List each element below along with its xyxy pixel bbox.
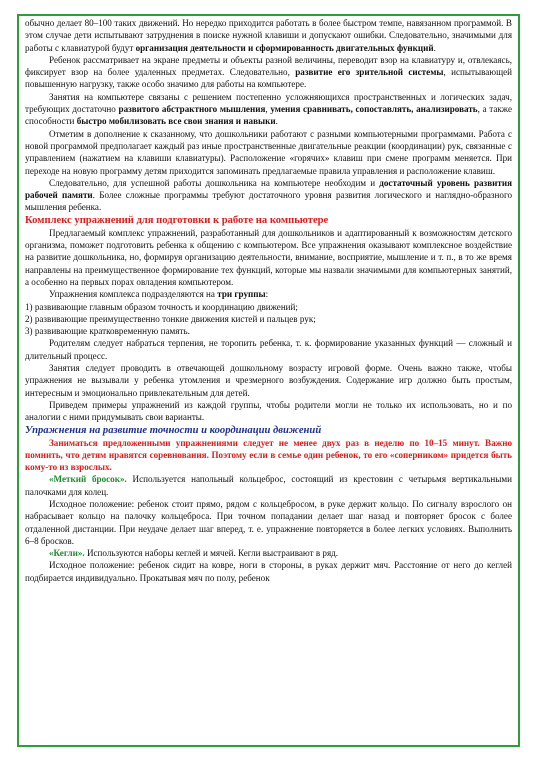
list-item: 1) развивающие главным образом точность и координацию движений; [25,301,298,312]
bold-text: три группы [217,289,266,300]
text: . Более сложные программы требуют достаточного уровня развития логического и наглядно-образного мышления ребенка. [25,190,512,213]
paragraph-12 [25,473,512,498]
bold-text: развитого абстрактного мышления [118,104,266,115]
text: Следовательно, для успешной работы дошкольника на компьютере необходим и [49,177,380,188]
exercise-name: «Кегли». [49,548,85,559]
paragraph-9: Занятия следует проводить в отвечающей дошкольному возрасту игровой форме. Очень важно также, чтобы упражнения не вызывали у ребенка утомления и чрезмерного возбуждения. Содержание игр должно быть простым, интересным и эмоционально привлекательным для детей. [25,363,512,398]
paragraph-4: Отметим в дополнение к сказанному, что дошкольники работают с разными компьютерными программами. Работа с новой программой предполагает каждый раз иные пространственные двигательные реакции (координации) рук, связанные с управлением (нажатием на клавиши клавиатуры). Расположение «горячих» клавиш при смене программ меняется. При переходе на новую программу детям приходится запоминать предлагаемые правила управления и расположение клавиш. [25,128,512,176]
bold-text: умения сравнивать, сопоставлять, анализировать [270,104,478,115]
paragraph-2 [25,54,512,91]
list-item: 2) развивающие преимущественно тонкие движения кистей и пальцев рук; [25,313,316,324]
bold-text: достаточный уровень развития рабочей памяти [25,177,512,201]
text: Используются наборы кеглей и мячей. Кегли выстраивают в ряд. [84,548,339,559]
paragraph-3 [25,91,512,128]
section-title: Комплекс упражнений для подготовки к работе на компьютере [25,214,329,226]
paragraph-7 [25,288,512,300]
paragraph-5 [25,177,512,214]
groups-list [25,301,512,338]
text: , а также способности [25,104,512,127]
text: обычно делает 80–100 таких движений. Но нередко приходится работать в более быстром темпе, навязанном программой. В этом случае дети испытывают затруднения в поиске нужной клавиши и допускают ошибки. Следовательно, значимыми для работы с клавиатурой будут [25,18,512,53]
paragraph-10: Приведем примеры упражнений из каждой группы, чтобы родители могли не только их использовать, но и по аналогии с ними придумывать свои варианты. [25,399,512,423]
list-item: 3) развивающие кратковременную память. [25,326,190,337]
bold-text: быстро мобилизовать все свои знания и навыки [76,116,276,127]
paragraph-11-note: Заниматься предложенными упражнениями следует не менее двух раз в неделю по 10–15 минут. Важно помнить, что детям нравятся соревнования. Поэтому если в семье один ребенок, то его «соперником» придется быть кому-то из взрослых. [25,437,512,473]
paragraph-13: Исходное положение: ребенок стоит прямо, рядом с кольцебросом, в руке держит кольцо. По сигналу взрослого он набрасывает кольцо на палочку кольцеброса. При точном попадании делает шаг назад и повторяет бросок с более отдаленной дистанции. При неудаче делает шаг вперед, т. е. упражнение повторяется в более легких условиях. Выполнить 6–8 бросков. [25,498,512,546]
exercise-name: «Меткий бросок». [49,474,127,485]
paragraph-14 [25,547,512,559]
text: Занятия на компьютере связаны с решением постепенно усложняющихся пространственных и логических задач, требующих достаточно [25,91,512,115]
text: , [265,104,271,115]
paragraph-15: Исходное положение: ребенок сидит на ковре, ноги в стороны, в руках держит мяч. Расстояние от него до кеглей подбирается индивидуально. Прокатывая мяч по полу, ребенок [25,560,512,583]
text: . [433,42,436,53]
bold-text: организация деятельности и сформированность двигательных функций [135,42,434,53]
text: : [265,289,269,300]
document-body [25,17,512,584]
text: Ребенок рассматривает на экране предметы и объекты разной величины, переводит взор на клавиатуру и, отвлекаясь, фиксирует взор на более удаленных предметах. Следовательно, [25,54,512,78]
text: , испытывающей повышенную нагрузку, также особо значимо для работы на компьютере. [25,67,512,90]
text: Используется напольный кольцеброс, состоящий из крестовин с четырьмя вертикальными палочками для колец. [25,474,512,497]
text: . [275,116,278,127]
paragraph-6: Предлагаемый комплекс упражнений, разработанный для дошкольников и адаптированный к возможностям детского организма, поможет подготовить ребенка к общению с компьютером. Все упражнения оказывают комплексное воздействие на развитие дошкольника, но, формируя организацию деятельности, внимание, восприятие, мышление и т. п., в то же время направлены на преимущественное формирование тех функций, которые мы назвали значимыми для компьютерных занятий, а особенно на первых порах овладения компьютером. [25,227,512,287]
subsection-title: Упражнения на развитие точности и координации движений [25,424,322,436]
text: Упражнения комплекса подразделяются на [49,289,218,300]
paragraph-1 [25,17,512,54]
paragraph-8: Родителям следует набраться терпения, не торопить ребенка, т. к. формирование указанных функций — сложный и длительный процесс. [25,338,512,361]
bold-text: развитие его зрительной системы [295,67,444,78]
